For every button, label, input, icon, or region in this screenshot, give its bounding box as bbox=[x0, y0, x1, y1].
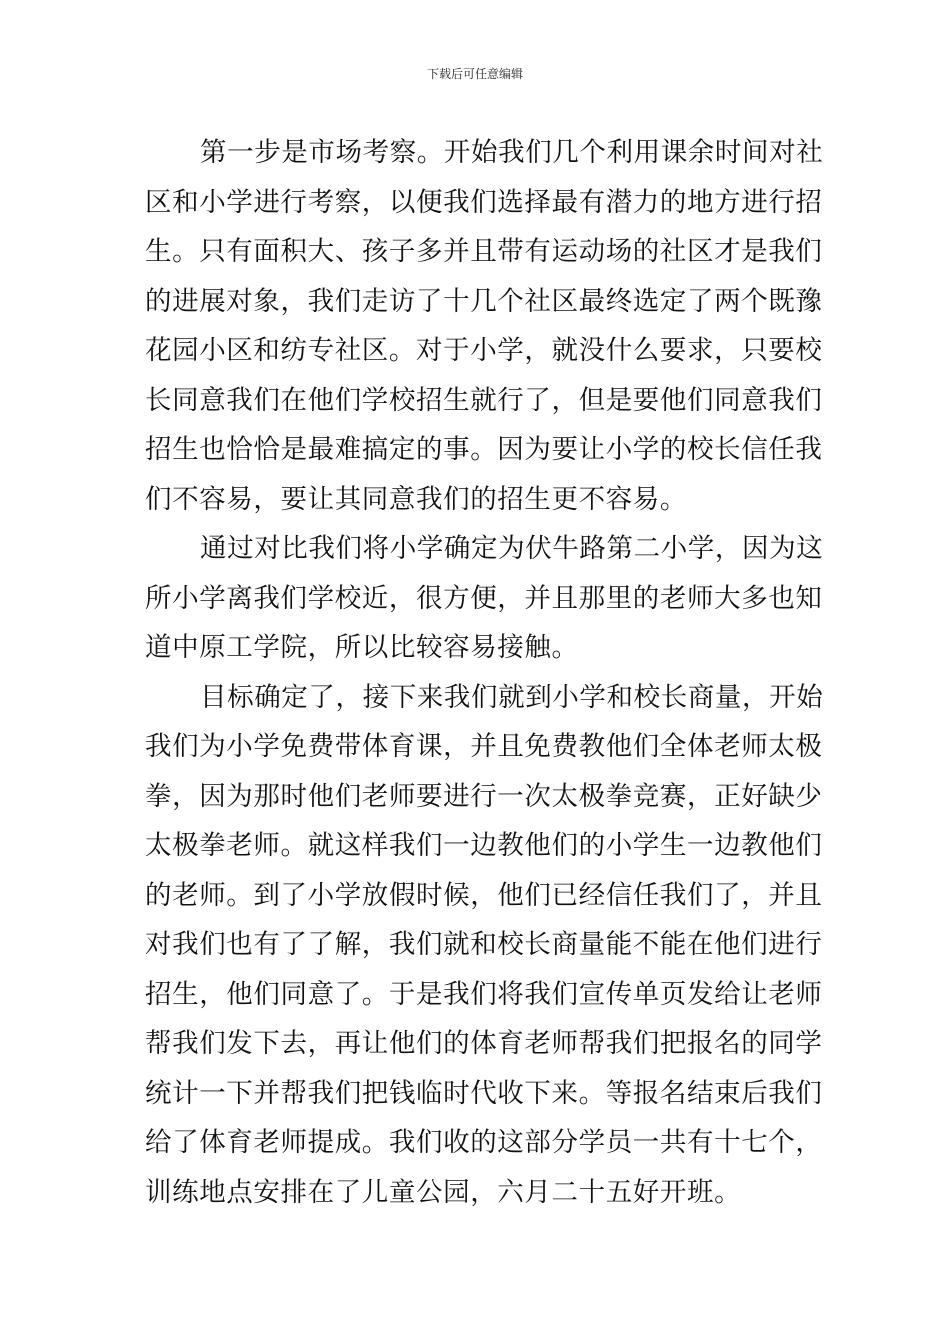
text-line: 们不容易，要让其同意我们的招生更不容易。 bbox=[145, 483, 687, 515]
text-line: 训练地点安排在了儿童公园，六月二十五好开班。 bbox=[145, 1176, 742, 1208]
text-line: 所小学离我们学校近，很方便，并且那里的老师大多也知 bbox=[145, 582, 823, 614]
text-line: 我们为小学免费带体育课，并且免费教他们全体老师太极 bbox=[145, 731, 823, 762]
text-line: 目标确定了，接下来我们就到小学和校长商量，开始 bbox=[200, 681, 824, 713]
text-line: 的老师。到了小学放假时候，他们已经信任我们了，并且 bbox=[145, 879, 823, 911]
text-line: 的进展对象，我们走访了十几个社区最终选定了两个既豫 bbox=[145, 285, 823, 317]
text-line: 花园小区和纺专社区。对于小学，就没什么要求，只要校 bbox=[145, 335, 823, 366]
text-line: 给了体育老师提成。我们收的这部分学员一共有十七个， bbox=[145, 1127, 823, 1158]
text-line: 拳，因为那时他们老师要进行一次太极拳竞赛，正好缺少 bbox=[145, 780, 823, 812]
text-line: 招生也恰恰是最难搞定的事。因为要让小学的校长信任我 bbox=[145, 434, 823, 465]
text-line: 道中原工学院，所以比较容易接触。 bbox=[145, 632, 579, 663]
text-line: 招生，他们同意了。于是我们将我们宣传单页发给让老师 bbox=[145, 978, 823, 1010]
page-header: 下载后可任意编辑 bbox=[426, 67, 523, 81]
text-line: 区和小学进行考察，以便我们选择最有潜力的地方进行招 bbox=[145, 186, 823, 218]
document-body bbox=[145, 128, 824, 1217]
text-line: 长同意我们在他们学校招生就行了，但是要他们同意我们 bbox=[145, 384, 823, 416]
paragraph-school-choice bbox=[145, 524, 824, 673]
text-line: 帮我们发下去，再让他们的体育老师帮我们把报名的同学 bbox=[145, 1028, 823, 1059]
text-line: 第一步是市场考察。开始我们几个利用课余时间对社 bbox=[200, 137, 824, 168]
text-line: 通过对比我们将小学确定为伏牛路第二小学，因为这 bbox=[200, 533, 824, 564]
paragraph-negotiation bbox=[145, 673, 824, 1218]
text-line: 统计一下并帮我们把钱临时代收下来。等报名结束后我们 bbox=[145, 1077, 823, 1109]
text-line: 对我们也有了了解，我们就和校长商量能不能在他们进行 bbox=[145, 929, 823, 960]
text-line: 太极拳老师。就这样我们一边教他们的小学生一边教他们 bbox=[145, 830, 823, 861]
text-line: 生。只有面积大、孩子多并且带有运动场的社区才是我们 bbox=[145, 236, 823, 267]
paragraph-market-survey bbox=[145, 128, 824, 524]
